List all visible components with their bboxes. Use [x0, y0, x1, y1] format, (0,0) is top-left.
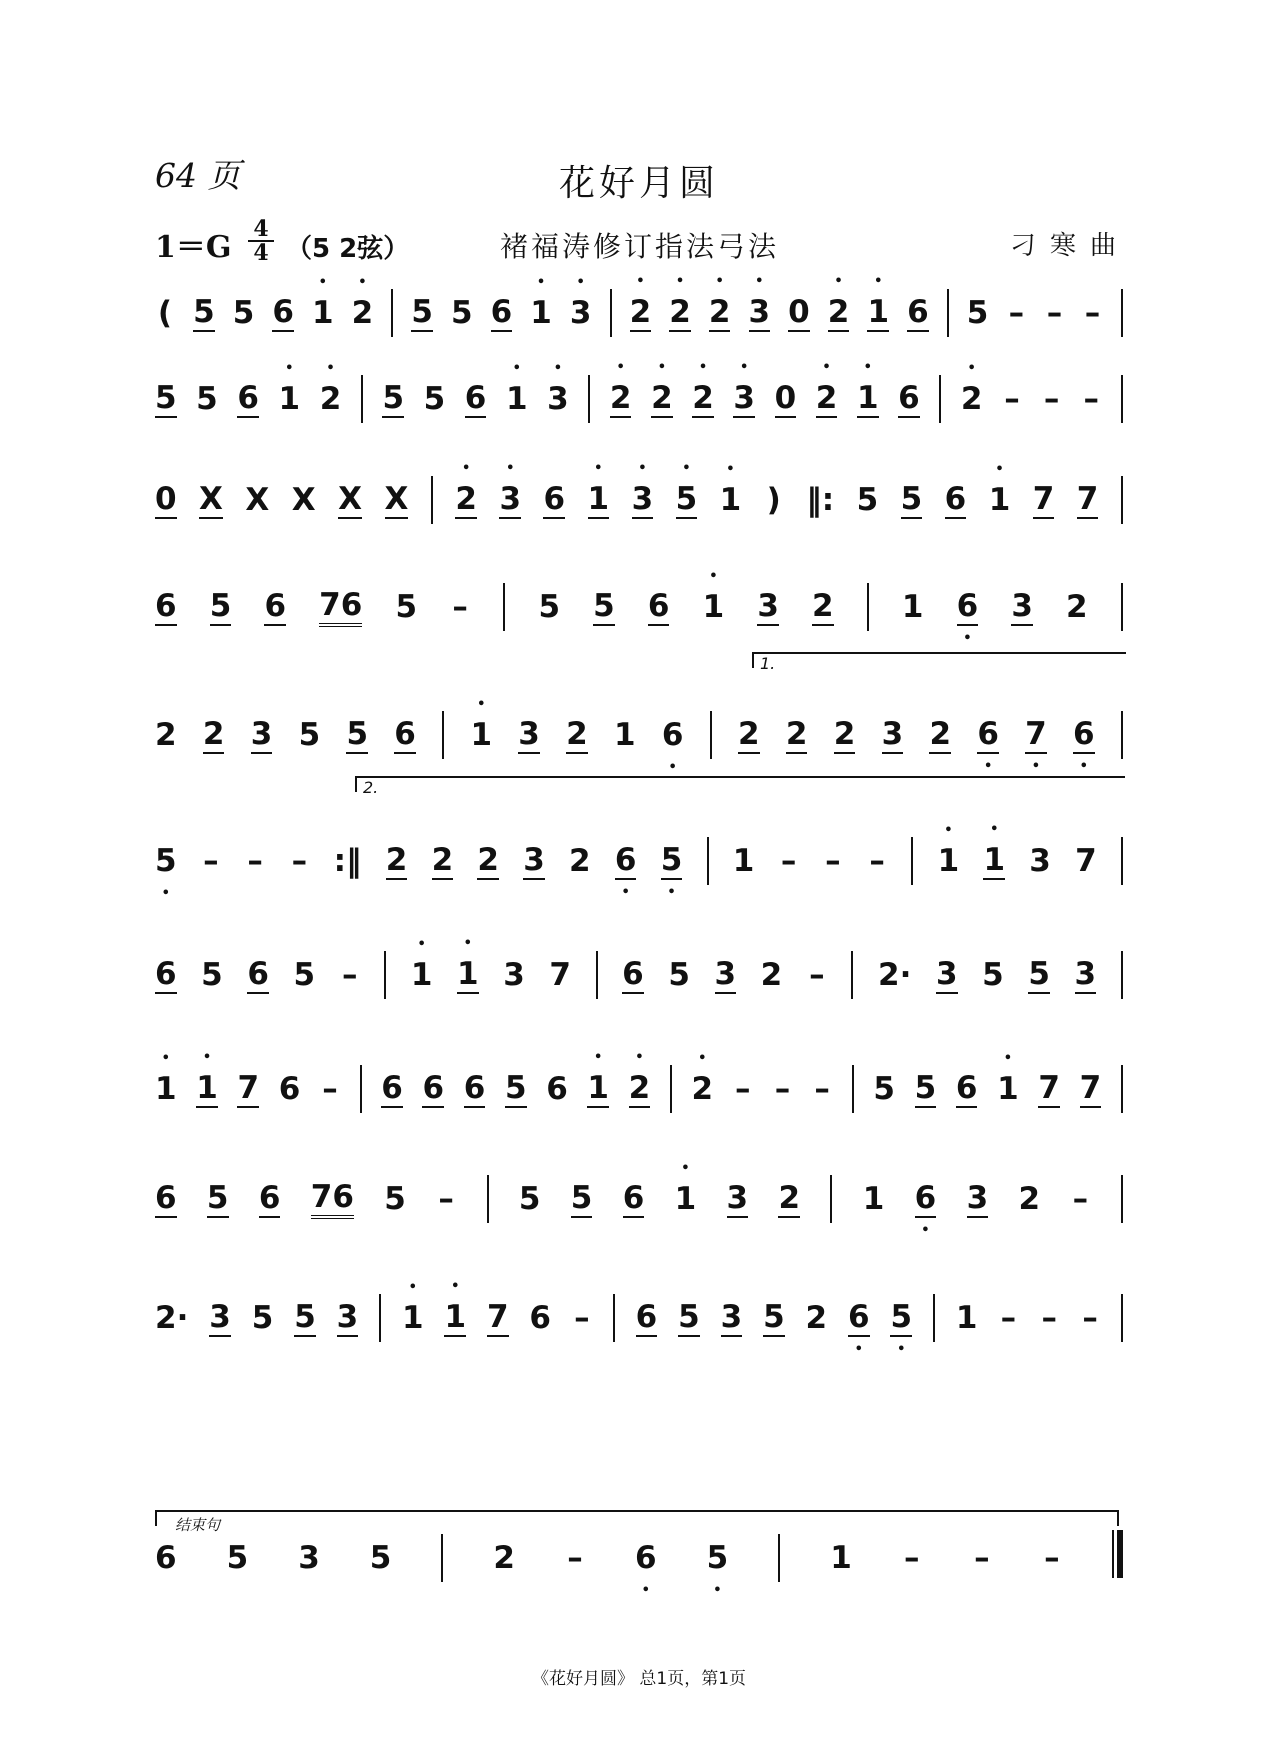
note: 2	[431, 842, 454, 878]
note: 7	[1075, 843, 1097, 879]
note: 5	[763, 1299, 785, 1335]
tuning: （5 2弦）	[286, 234, 410, 264]
note: • 3	[570, 295, 592, 331]
note: • 1	[402, 1300, 424, 1336]
note: 7	[1032, 481, 1055, 517]
note: 6	[907, 294, 929, 330]
score-line-9	[155, 1154, 1123, 1244]
note: 6	[155, 1180, 177, 1216]
note: 5	[384, 1181, 406, 1217]
note: 5	[201, 957, 223, 993]
dash: –	[567, 1540, 583, 1576]
note: X	[199, 481, 223, 517]
note: 7 •	[1025, 716, 1047, 754]
note: 3	[1074, 956, 1097, 992]
note: • 2	[455, 481, 477, 519]
barline	[778, 1534, 780, 1582]
note: 5	[251, 1300, 274, 1336]
note: 5	[1028, 956, 1050, 992]
note: 1	[862, 1181, 885, 1217]
score-line-1	[155, 268, 1123, 358]
barline	[391, 289, 393, 337]
dash: –	[1083, 381, 1099, 417]
final-barline	[1117, 1530, 1123, 1578]
note: 3	[726, 1180, 749, 1216]
note: 6	[155, 588, 177, 624]
note: 6	[622, 1180, 645, 1216]
note: 6	[422, 1070, 445, 1106]
note: • 1	[312, 295, 334, 331]
score-line-10	[155, 1273, 1123, 1363]
note: 2	[202, 716, 225, 752]
note: 1	[901, 589, 924, 625]
note: 7	[237, 1070, 260, 1106]
note: )	[766, 482, 781, 518]
note: 3	[523, 842, 545, 878]
note: 0	[774, 380, 797, 416]
note: 5	[593, 588, 615, 624]
barline	[596, 951, 598, 999]
note: • 1	[155, 1071, 177, 1107]
barline	[442, 711, 444, 759]
dash: –	[1000, 1300, 1017, 1336]
note: 3	[298, 1540, 320, 1576]
note: 5	[209, 588, 232, 624]
dash: –	[322, 1071, 338, 1107]
note: 6	[635, 1299, 658, 1335]
barline	[361, 375, 363, 423]
barline	[1121, 711, 1123, 759]
barline	[431, 476, 433, 524]
note: 5	[678, 1299, 700, 1335]
note: • 1	[457, 956, 479, 994]
repeat-start: ‖:	[806, 482, 835, 518]
note: 7	[1079, 1070, 1102, 1106]
dash: –	[1046, 295, 1063, 331]
note: 2	[760, 957, 783, 993]
note: X	[291, 482, 316, 518]
note: • 1	[703, 589, 725, 625]
barline	[707, 837, 709, 885]
repeat-end: :‖	[333, 843, 362, 879]
note: 5	[196, 381, 218, 417]
note: 6	[237, 380, 259, 416]
dash: –	[1072, 1181, 1089, 1217]
note: 5	[504, 1070, 527, 1106]
note: 3	[757, 588, 779, 624]
dash: –	[735, 1071, 751, 1107]
note: 5	[206, 1180, 229, 1216]
barline	[852, 1065, 854, 1113]
barline	[851, 951, 853, 999]
note: 6 •	[1073, 716, 1095, 754]
note: • 1	[411, 957, 433, 993]
note: 7	[1038, 1070, 1060, 1106]
dash: –	[341, 957, 358, 993]
note: 7	[549, 957, 571, 993]
note: 6 •	[977, 716, 999, 754]
note: 6 •	[662, 717, 684, 753]
dash: –	[438, 1181, 454, 1217]
score-line-7	[155, 930, 1123, 1020]
barline	[441, 1534, 443, 1582]
song-title: 花好月圆	[558, 163, 719, 204]
note: • 2	[709, 294, 731, 332]
dash: –	[809, 957, 825, 993]
dash: –	[1041, 1300, 1057, 1336]
note: 2	[493, 1540, 515, 1576]
note: 3	[935, 956, 958, 992]
note: 3	[881, 716, 904, 752]
dash: –	[904, 1540, 920, 1576]
dash: –	[1084, 295, 1101, 331]
note: 2	[477, 842, 499, 878]
note: 6	[546, 1071, 568, 1107]
note: 6	[955, 1070, 978, 1106]
note: 5	[450, 295, 473, 331]
barline	[830, 1175, 832, 1223]
dash: –	[814, 1071, 830, 1107]
dash: –	[1044, 1540, 1060, 1576]
note: 2	[785, 716, 808, 752]
barline	[384, 951, 386, 999]
note: 6	[272, 294, 294, 330]
note: 6	[622, 956, 644, 992]
note: • 2	[692, 1071, 714, 1107]
score-line-5	[155, 690, 1123, 780]
note: 5	[346, 716, 369, 752]
note: 3	[518, 716, 540, 752]
note: • 1	[675, 1181, 697, 1217]
note: 6	[543, 481, 566, 517]
note: 2	[778, 1180, 801, 1216]
note: 5 •	[890, 1299, 912, 1337]
dash: –	[1043, 381, 1060, 417]
note: 2	[385, 842, 408, 878]
note: 2·	[155, 1300, 189, 1336]
score-line-4	[155, 562, 1123, 652]
note: 2	[1018, 1181, 1041, 1217]
time-bottom: 4	[248, 240, 274, 264]
note: 2	[812, 588, 834, 624]
barline	[1121, 1175, 1123, 1223]
composer-credit: 刁寒曲	[1010, 231, 1131, 261]
ending-label: 结束句	[175, 1516, 221, 1534]
note: • 1	[279, 381, 301, 417]
note: • 2	[692, 380, 714, 418]
note: 5	[293, 957, 316, 993]
note: 2·	[878, 957, 912, 993]
note: 5	[900, 481, 923, 517]
note: 7	[486, 1299, 509, 1335]
dash: –	[1008, 295, 1025, 331]
note: 6 •	[635, 1540, 657, 1576]
dash: –	[974, 1540, 990, 1576]
note: • 1	[983, 842, 1005, 880]
note: 5	[395, 589, 418, 625]
note: 76	[311, 1179, 354, 1219]
score-line-11	[155, 1513, 1123, 1603]
note: 7	[1076, 481, 1099, 517]
dash: –	[1082, 1300, 1098, 1336]
barline	[379, 1294, 381, 1342]
note: 6	[529, 1300, 551, 1336]
note: • 2	[352, 295, 374, 331]
note: 6	[264, 588, 287, 624]
barline	[1121, 951, 1123, 999]
note: • 1	[997, 1071, 1019, 1107]
note: 6	[155, 1540, 177, 1576]
note: • 5	[676, 481, 698, 519]
note: (	[157, 295, 173, 331]
note: 5	[294, 1299, 316, 1335]
note: 2	[929, 716, 952, 752]
note: 2	[738, 716, 760, 752]
note: 2	[566, 716, 588, 752]
note: 5	[914, 1070, 937, 1106]
barline	[360, 1065, 362, 1113]
time-signature	[248, 218, 274, 264]
note: 6	[944, 481, 967, 517]
note: 6 •	[915, 1180, 937, 1218]
note: 5	[856, 482, 879, 518]
barline	[911, 837, 913, 885]
score-line-8	[155, 1044, 1123, 1134]
note: 6	[463, 1070, 486, 1106]
score-line-2	[155, 354, 1123, 444]
barline	[1121, 583, 1123, 631]
barline	[613, 1294, 615, 1342]
note: 5	[668, 957, 690, 993]
barline	[867, 583, 869, 631]
barline	[1121, 1294, 1123, 1342]
note: 0	[155, 481, 177, 517]
note: 3	[966, 1180, 989, 1216]
note: 6	[247, 956, 269, 992]
page-number: 64 页	[155, 156, 241, 195]
dash: –	[1004, 381, 1020, 417]
note: 5	[966, 295, 989, 331]
note: • 3	[749, 294, 771, 332]
note: 6 •	[848, 1299, 870, 1337]
barline	[487, 1175, 489, 1223]
note: 5	[411, 294, 433, 330]
note: • 2	[629, 1070, 651, 1108]
note: 5	[155, 380, 177, 416]
note: 5	[232, 295, 255, 331]
dash: –	[780, 843, 797, 879]
note: 5	[382, 380, 405, 416]
note: • 3	[632, 481, 654, 519]
note: X	[338, 481, 363, 517]
note: 0	[788, 294, 810, 330]
note: 5	[369, 1540, 392, 1576]
dash: –	[869, 843, 885, 879]
note: 3	[209, 1299, 231, 1335]
barline	[1121, 375, 1123, 423]
note: • 1	[938, 843, 960, 879]
note: 6	[394, 716, 416, 752]
barline	[939, 375, 941, 423]
volta-first: 1.	[752, 652, 1126, 668]
note: • 3	[547, 381, 569, 417]
note: • 1	[587, 1070, 609, 1108]
note: • 2	[816, 380, 838, 418]
dash: –	[452, 589, 468, 625]
note: • 2	[651, 380, 673, 418]
barline	[1121, 289, 1123, 337]
note: 1	[614, 717, 636, 753]
barline	[670, 1065, 672, 1113]
note: 5	[873, 1071, 895, 1107]
note: • 2	[961, 381, 983, 417]
note: 2	[805, 1300, 828, 1336]
volta-second: 2.	[355, 776, 1125, 792]
note: 5	[982, 957, 1004, 993]
score-line-3	[155, 455, 1123, 545]
note: 3	[336, 1299, 359, 1335]
note: • 1	[470, 717, 492, 753]
note: 3	[1011, 588, 1033, 624]
barline	[1112, 1530, 1114, 1578]
note: 6	[898, 380, 920, 416]
note: • 1	[506, 381, 528, 417]
note: • 1	[867, 294, 889, 332]
dash: –	[247, 843, 263, 879]
barline	[610, 289, 612, 337]
note: 6	[155, 956, 177, 992]
note: 5 •	[155, 843, 177, 879]
note: • 1	[857, 380, 879, 418]
barline	[933, 1294, 935, 1342]
note: 2	[155, 717, 177, 753]
score-line-6	[155, 816, 1123, 906]
note: 6 •	[615, 842, 637, 880]
barline	[710, 711, 712, 759]
dash: –	[774, 1071, 791, 1107]
note: • 2	[320, 381, 342, 417]
note: • 1	[530, 295, 552, 331]
note: • 2	[669, 294, 691, 332]
note: 1	[955, 1300, 978, 1336]
barline	[588, 375, 590, 423]
note: • 1	[588, 481, 610, 519]
note: 2	[569, 843, 591, 879]
note: 1	[830, 1540, 852, 1576]
note: 2	[833, 716, 856, 752]
note: 6	[490, 294, 513, 330]
note: 5	[423, 381, 446, 417]
note: 5	[298, 717, 321, 753]
editor-credit: 褚福涛修订指法弓法	[500, 230, 780, 263]
note: • 2	[610, 380, 632, 418]
note: 5 •	[661, 842, 683, 880]
note: 3	[503, 957, 525, 993]
note: 6	[278, 1071, 301, 1107]
note: 5	[518, 1181, 541, 1217]
note: X	[245, 482, 270, 518]
note: 2	[1066, 589, 1088, 625]
note: 1	[732, 843, 755, 879]
barline	[503, 583, 505, 631]
dash: –	[574, 1300, 590, 1336]
barline	[947, 289, 949, 337]
note: 6	[647, 588, 670, 624]
note: • 1	[720, 482, 742, 518]
note: • 3	[499, 481, 521, 519]
note: • 3	[733, 380, 755, 418]
dash: –	[203, 843, 219, 879]
barline	[1121, 1065, 1123, 1113]
note: 5	[570, 1180, 593, 1216]
dash: –	[825, 843, 841, 879]
note: 6	[258, 1180, 281, 1216]
note: • 2	[828, 294, 850, 332]
note: 5	[226, 1540, 249, 1576]
note: 5	[538, 589, 561, 625]
note: 3	[714, 956, 737, 992]
note: 3	[250, 716, 273, 752]
page-footer: 《花好月圆》 总1页，第1页	[531, 1669, 747, 1689]
note: 6 •	[957, 588, 979, 626]
note: 5 •	[707, 1540, 729, 1576]
note: 5	[193, 294, 215, 330]
note: • 1	[196, 1070, 218, 1108]
note: 6	[381, 1070, 403, 1106]
note: 3	[1029, 843, 1051, 879]
note: • 1	[444, 1299, 466, 1337]
note: X	[384, 481, 409, 517]
dash: –	[291, 843, 308, 879]
key-signature: 1＝G	[155, 230, 232, 265]
barline	[1121, 476, 1123, 524]
note: • 2	[630, 294, 652, 332]
note: 6	[464, 380, 487, 416]
barline	[1121, 837, 1123, 885]
note: 3	[720, 1299, 743, 1335]
note: 76	[319, 587, 362, 627]
time-top: 4	[253, 216, 269, 242]
note: • 1	[989, 482, 1011, 518]
